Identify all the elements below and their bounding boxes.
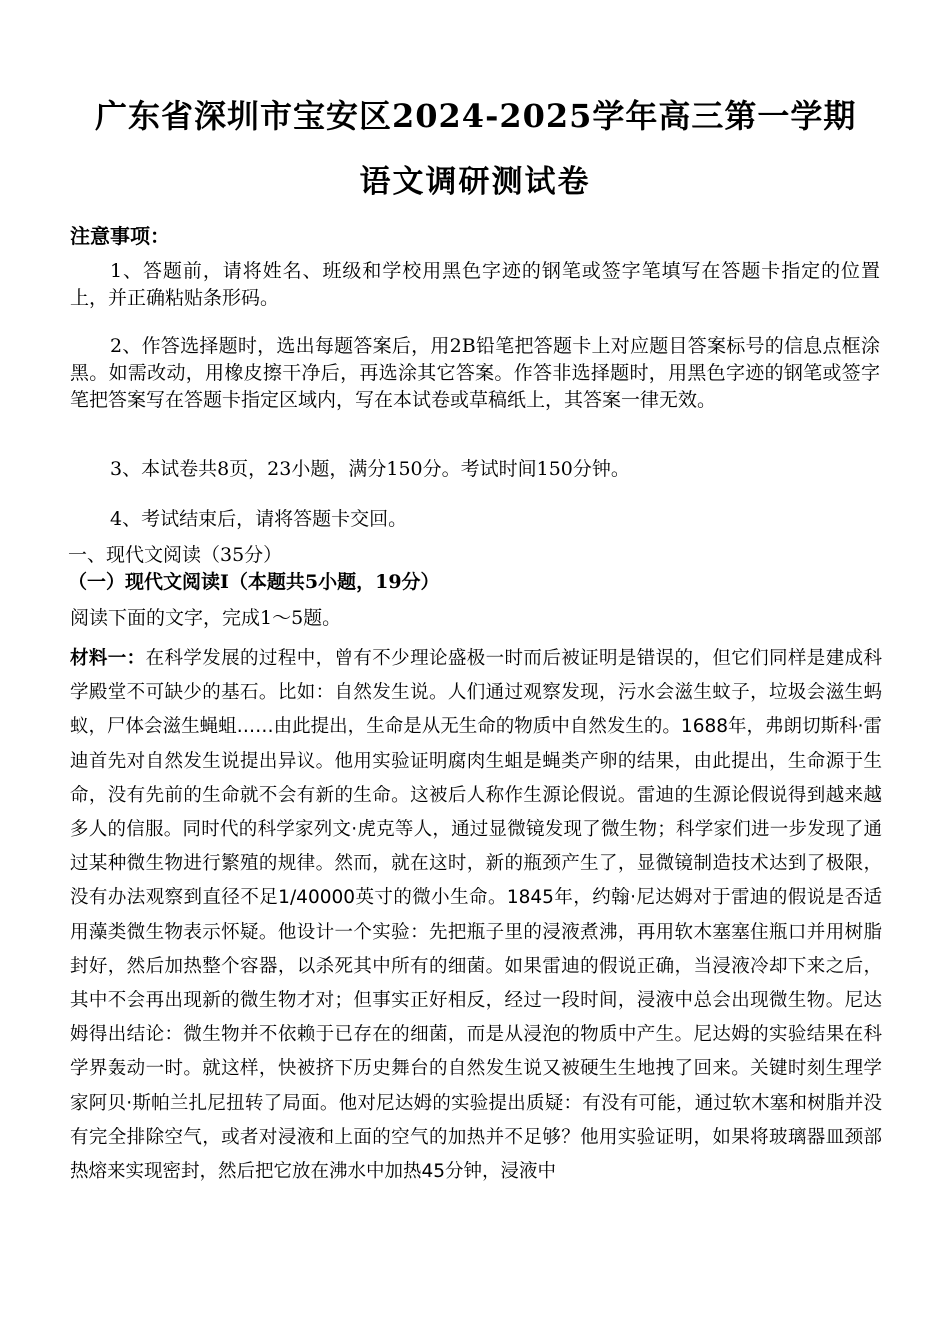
exam-title-line2: 语文调研测试卷	[359, 164, 591, 200]
material-one-label: 材料一：	[70, 648, 146, 669]
subsection-title: （一）现代文阅读Ⅰ（本题共5小题，19分）	[68, 571, 440, 593]
exam-title-line1: 广东省深圳市宝安区2024-2025学年高三第一学期	[95, 97, 857, 135]
material-one-text: 在科学发展的过程中，曾有不少理论盛极一时而后被证明是错误的，但它们同样是建成科学殿堂不可缺少的基石。比如：自然发生说。人们通过观察发现，污水会滋生蚊子，垃圾会滋生蚂蚁，尸体会滋生蝇蛆……由此提出，生命是从无生命的物质中自然发生的。1688年，弗朗切斯科·雷迪首先对自然发生说提出异议。他用实验证明腐肉生蛆是蝇类产卵的结果，由此提出，生命源于生命，没有先前的生命就不会有新的生命。这被后人称作生源论假说。雷迪的生源论假说得到越来越多人的信服。同时代的科学家列文·虎克等人，通过显微镜发现了微生物；科学家们进一步发现了通过某种微生物进行繁殖的规律。然而，就在这时，新的瓶颈产生了，显微镜制造技术达到了极限，没有办法观察到直径不足1/40000英寸的微小生命。1845年，约翰·尼达姆对于雷迪的假说是否适用藻类微生物表示怀疑。他设计一个实验：先把瓶子里的浸液煮沸，再用软木塞塞住瓶口并用树脂封好，然后加热整个容器，以杀死其中所有的细菌。如果雷迪的假说正确，当浸液冷却下来之后，其中不会再出现新的微生物才对；但事实正好相反，经过一段时间，浸液中总会出现微生物。尼达姆得出结论：微生物并不依赖于已存在的细菌，而是从浸泡的物质中产生。尼达姆的实验结果在科学界轰动一时。就这样，快被挤下历史舞台的自然发生说又被硬生生地拽了回来。关键时刻生理学家阿贝·斯帕兰扎尼扭转了局面。他对尼达姆的实验提出质疑：有没有可能，通过软木塞和树脂并没有完全排除空气，或者对浸液和上面的空气的加热并不足够？他用实验证明，如果将玻璃器皿颈部热熔来实现密封，然后把它放在沸水中加热45分钟，浸液中	[70, 648, 882, 1183]
notice-heading: 注意事项：	[70, 224, 170, 248]
reading-instruction: 阅读下面的文字，完成1～5题。	[70, 607, 342, 629]
notice-item-2: 2、作答选择题时，选出每题答案后，用2B铅笔把答题卡上对应题目答案标号的信息点框涂黑。如需改动，用橡皮擦干净后，再选涂其它答案。作答非选择题时，用黑色字迹的钢笔或签字笔把答案写在答题卡指定区域内，写在本试卷或草稿纸上，其答案一律无效。	[70, 335, 880, 411]
notice-item-4: 4、考试结束后，请将答题卡交回。	[110, 508, 408, 530]
notice-item-3: 3、本试卷共8页，23小题，满分150分。考试时间150分钟。	[110, 458, 630, 480]
notice-item-1: 1、答题前，请将姓名、班级和学校用黑色字迹的钢笔或签字笔填写在答题卡指定的位置上，并正确粘贴条形码。	[70, 260, 880, 309]
material-one-paragraph	[70, 642, 882, 1189]
section-title: 一、现代文阅读（35分）	[68, 544, 283, 566]
